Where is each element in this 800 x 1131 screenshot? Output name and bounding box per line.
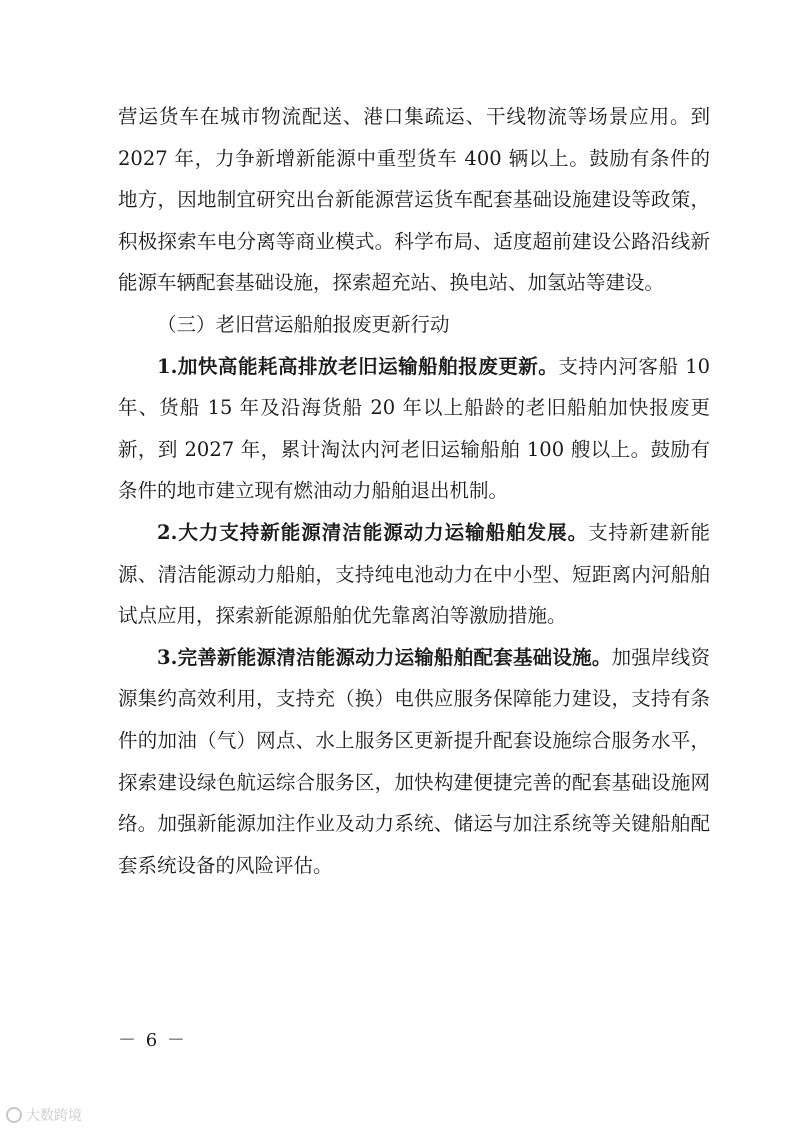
list-item-3-text: 加强岸线资源集约高效利用，支持充（换）电供应服务保障能力建设，支持有条件的加油（气）网点、水上服务区更新提升配套设施综合服务水平，探索建设绿色航运综合服务区，加快构建便捷完善的配套基础设施网络。加强新能源加注作业及动力系统、储运与加注系统等关键船舶配套系统设备的风险评估。 bbox=[118, 645, 710, 877]
list-item-3-lead: 3.完善新能源清洁能源动力运输船舶配套基础设施。 bbox=[157, 645, 612, 669]
list-item-3 bbox=[118, 637, 710, 887]
paragraph-text: 营运货车在城市物流配送、港口集疏运、干线物流等场景应用。到 2027 年，力争新增新能源中重型货车 400 辆以上。鼓励有条件的地方，因地制宜研究出台新能源营运货车配套基础设施建设等政策，积极探索车电分离等商业模式。科学布局、适度超前建设公路沿线新能源车辆配套基础设施，探索超充站、换电站、加氢站等建设。 bbox=[118, 105, 710, 295]
list-item-1-text: 支持内河客船 10 年、货船 15 年及沿海货船 20 年以上船龄的老旧船舶加快报废更新，到 2027 年，累计淘汰内河老旧运输船舶 100 艘以上。鼓励有条件的地市建立现有燃油动力船舶退出机制。 bbox=[118, 354, 711, 503]
watermark bbox=[6, 1105, 82, 1125]
brand-logo-icon bbox=[6, 1107, 22, 1123]
document-body bbox=[118, 96, 710, 886]
section-heading bbox=[118, 304, 710, 346]
list-item-2-text: 支持新建新能源、清洁能源动力船舶，支持纯电池动力在中小型、短距离内河船舶试点应用，探索新能源船舶优先靠离泊等激励措施。 bbox=[118, 520, 710, 628]
watermark-text: 大数跨境 bbox=[26, 1108, 82, 1124]
page-number: － 6 － bbox=[118, 1030, 187, 1051]
list-item-2-lead: 2.大力支持新能源清洁能源动力运输船舶发展。 bbox=[157, 520, 589, 544]
section-heading-text: （三）老旧营运船舶报废更新行动 bbox=[157, 312, 450, 336]
list-item-2 bbox=[118, 512, 710, 637]
paragraph-intro-continuation bbox=[118, 96, 710, 304]
list-item-1-lead: 1.加快高能耗高排放老旧运输船舶报废更新。 bbox=[157, 354, 559, 378]
list-item-1 bbox=[118, 346, 710, 512]
